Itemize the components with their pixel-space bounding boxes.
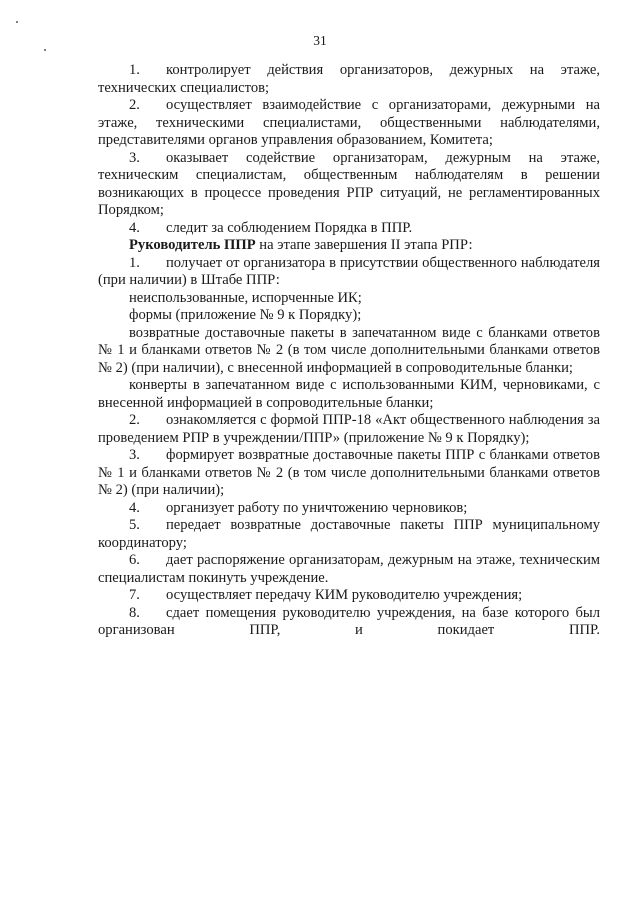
list-item: 2. осуществляет взаимодействие с организаторами, дежурными на этаже, техническими специалистами, общественными наблюдателями, представителями органов управления образованием, Комитета; <box>98 97 600 148</box>
list-item: 4. организует работу по уничтожению черновиков; <box>129 499 468 516</box>
sub-item: формы (приложение № 9 к Порядку); <box>129 307 362 323</box>
list-item: 3. формирует возвратные доставочные пакеты ППР с бланками ответов № 1 и бланками ответов № 2 (в том числе дополнительными бланками ответов № 2) (при наличии); <box>98 447 600 498</box>
list-item: 4. следит за соблюдением Порядка в ППР. <box>129 219 413 236</box>
list-item: 3. оказывает содействие организаторам, дежурным на этаже, техническим специалистам, общественным наблюдателям в решении возникающих в процессе проведения РПР ситуаций, не регламентированных Порядком; <box>98 149 600 218</box>
scan-speck <box>44 49 46 51</box>
sub-item: неиспользованные, испорченные ИК; <box>129 289 362 306</box>
document-body <box>98 62 600 640</box>
section-heading <box>98 237 600 255</box>
list-item: 2. ознакомляется с формой ППР-18 «Акт общественного наблюдения за проведением РПР в учреждении/ППР» (приложение № 9 к Порядку); <box>98 412 600 446</box>
list-item: 1. получает от организатора в присутствии общественного наблюдателя (при наличии) в Штабе ППР: <box>98 254 600 288</box>
list-item: 1. контролирует действия организаторов, дежурных на этаже, технических специалистов; <box>98 62 600 96</box>
list-item: 7. осуществляет передачу КИМ руководителю учреждения; <box>129 587 523 603</box>
list-item: 6. дает распоряжение организаторам, дежурным на этаже, техническим специалистам покинуть учреждение. <box>98 552 600 586</box>
sub-item: конверты в запечатанном виде с использованными КИМ, черновиками, с внесенной информацией в сопроводительные бланки; <box>98 377 600 411</box>
list-item: 8. сдает помещения руководителю учреждения, на базе которого был организован ППР, и покидает ППР. <box>98 604 600 638</box>
section-heading-rest: на этапе завершения II этапа РПР: <box>255 237 473 253</box>
section-heading-bold: Руководитель ППР <box>129 237 256 253</box>
sub-item: возвратные доставочные пакеты в запечатанном виде с бланками ответов № 1 и бланками ответов № 2 (в том числе дополнительными бланками ответов № 2) (при наличии), с внесенной информацией в сопроводительные бланки; <box>98 324 600 376</box>
scan-speck <box>16 21 18 23</box>
page-number: 31 <box>313 33 327 48</box>
list-item: 5. передает возвратные доставочные пакеты ППР муниципальному координатору; <box>98 517 600 551</box>
